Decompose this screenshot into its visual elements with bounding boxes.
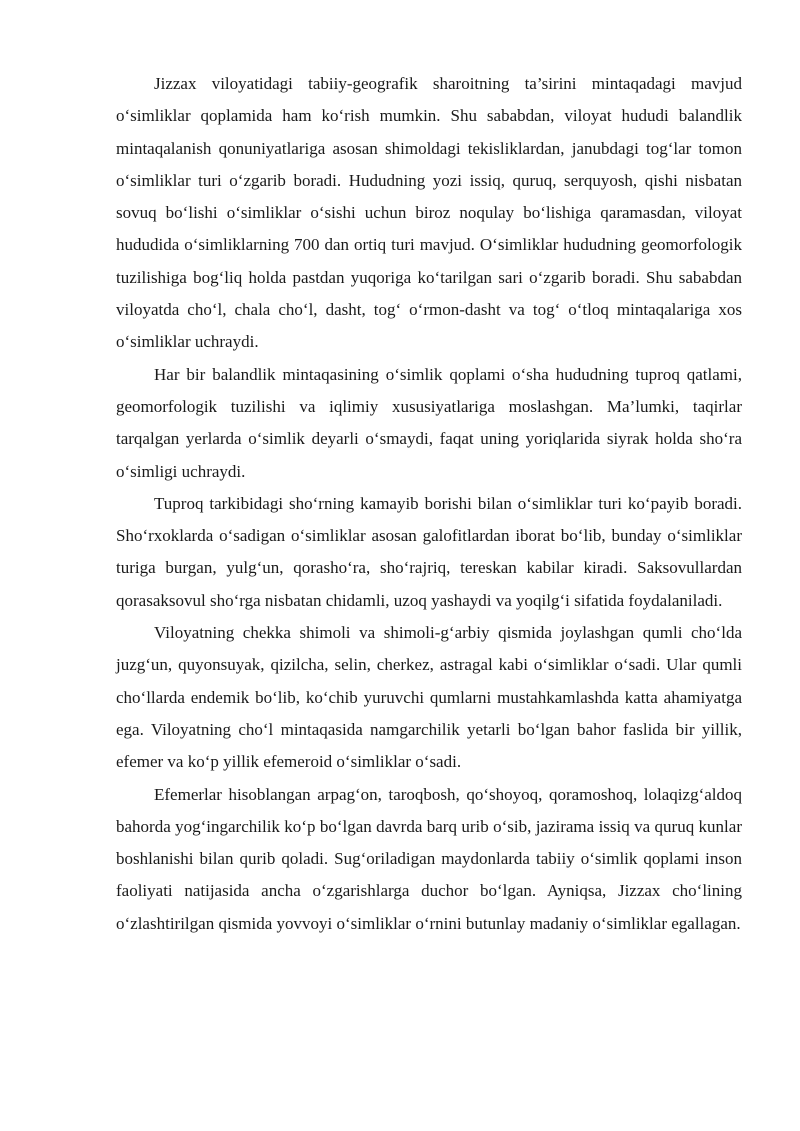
document-page bbox=[116, 68, 742, 940]
paragraph-3: Tuproq tarkibidagi sho‘rning kamayib borishi bilan o‘simliklar turi ko‘payib boradi. Sho‘rxoklarda o‘sadigan o‘simliklar asosan galofitlardan iborat bo‘lib, bunday o‘simliklar turiga burgan, yulg‘un, qorasho‘ra, sho‘rajriq, tereskan kabilar kiradi. Saksovullardan qorasaksovul sho‘rga nisbatan chidamli, uzoq yashaydi va yoqilg‘i sifatida foydalaniladi. bbox=[116, 493, 742, 610]
paragraph-2: Har bir balandlik mintaqasining o‘simlik qoplami o‘sha hududning tuproq qatlami, geomorfologik tuzilishi va iqlimiy xususiyatlariga moslashgan. Ma’lumki, taqirlar tarqalgan yerlarda o‘simlik deyarli o‘smaydi, faqat uning yoriqlarida siyrak holda sho‘ra o‘simligi uchraydi. bbox=[116, 364, 742, 481]
paragraph-1: Jizzax viloyatidagi tabiiy-geografik sharoitning ta’sirini mintaqadagi mavjud o‘simliklar qoplamida ham ko‘rish mumkin. Shu sababdan, viloyat hududi balandlik mintaqalanish qonuniyatlariga asosan shimoldagi tekisliklardan, janubdagi tog‘lar tomon o‘simliklar turi o‘zgarib boradi. Hududning yozi issiq, quruq, serquyosh, qishi nisbatan sovuq bo‘lishi o‘simliklar o‘sishi uchun biroz noqulay bo‘lishiga qaramasdan, viloyat hududida o‘simliklarning 700 dan ortiq turi mavjud. O‘simliklar hududning geomorfologik tuzilishiga bog‘liq holda pastdan yuqoriga ko‘tarilgan sari o‘zgarib boradi. Shu sababdan viloyatda cho‘l, chala cho‘l, dasht, tog‘ o‘rmon-dasht va tog‘ o‘tloq mintaqalariga xos o‘simliklar uchraydi. bbox=[116, 74, 742, 352]
paragraph-5: Efemerlar hisoblangan arpag‘on, taroqbosh, qo‘shoyoq, qoramoshoq, lolaqizg‘aldoq bahorda yog‘ingarchilik ko‘p bo‘lgan davrda barq urib o‘sib, jazirama issiq va quruq kunlar boshlanishi bilan qurib qoladi. Sug‘oriladigan maydonlarda tabiiy o‘simlik qoplami inson faoliyati natijasida ancha o‘zgarishlarga duchor bo‘lgan. Ayniqsa, Jizzax cho‘lining o‘zlashtirilgan qismida yovvoyi o‘simliklar o‘rnini butunlay madaniy o‘simliklar egallagan. bbox=[116, 784, 742, 933]
paragraph-4: Viloyatning chekka shimoli va shimoli-g‘arbiy qismida joylashgan qumli cho‘lda juzg‘un, quyonsuyak, qizilcha, selin, cherkez, astragal kabi o‘simliklar o‘sadi. Ular qumli cho‘llarda endemik bo‘lib, ko‘chib yuruvchi qumlarni mustahkamlashda katta ahamiyatga ega. Viloyatning cho‘l mintaqasida namgarchilik yetarli bo‘lgan bahor faslida bir yillik, efemer va ko‘p yillik efemeroid o‘simliklar o‘sadi. bbox=[116, 623, 742, 772]
